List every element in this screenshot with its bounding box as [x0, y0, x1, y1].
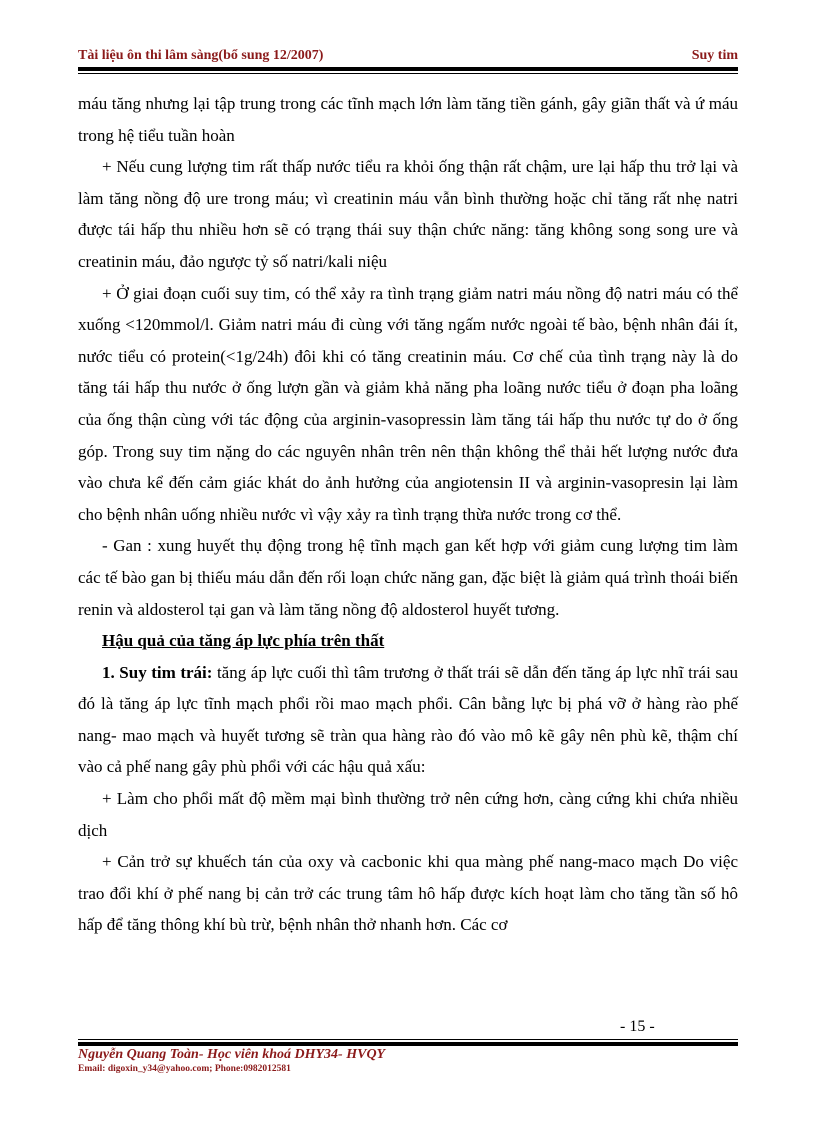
- paragraph-gas-diffusion: + Cản trở sự khuếch tán của oxy và cacbonic khi qua màng phế nang-maco mạch Do việc trao đổi khí ở phế nang bị cản trở các trung tâm hô hấp được kích hoạt làm cho tăng tần số hô hấp để tăng thông khí bù trừ, bệnh nhân thở nhanh hơn. Các cơ: [78, 852, 738, 935]
- footer-rule-thin: [78, 1039, 738, 1040]
- page-header: [78, 48, 738, 66]
- paragraph-hyponatremia: + Ở giai đoạn cuối suy tim, có thể xảy ra tình trạng giảm natri máu nồng độ natri máu có thể xuống <120mmol/l. Giảm natri máu đi cùng với tăng ngấm nước ngoài tế bào, bệnh nhân đái ít, nước tiểu có protein(<1g/24h) đôi khi có tăng creatinin máu. Cơ chế của tình trạng này là do tăng tái hấp thu nước ở ống lượn gần và giảm khả năng pha loãng nước tiểu ở đoạn pha loãng của ống thận cùng với tác động của arginin-vasopressin làm tăng tái hấp thu nước tự do ở ống góp. Trong suy tim nặng do các nguyên nhân trên nên thận không thể thải hết lượng nước đưa vào chưa kể đến cảm giác khát do ảnh hưởng của angiotensin II và arginin-vasopresin lại làm cho bệnh nhân uống nhiều nước vì vậy xảy ra tình trạng thừa nước trong cơ thể.: [78, 283, 738, 524]
- header-rule-thick: [78, 67, 738, 71]
- page-number: - 15 -: [620, 1018, 655, 1035]
- paragraph-continuation: máu tăng nhưng lại tập trung trong các tĩnh mạch lớn làm tăng tiền gánh, gây giãn thất và ứ máu trong hệ tiểu tuần hoàn: [78, 94, 738, 145]
- paragraph-cardiac-output: + Nếu cung lượng tim rất thấp nước tiểu ra khỏi ống thận rất chậm, ure lại hấp thu trở lại và làm tăng nồng độ ure trong máu; vì creatinin máu vẫn bình thường hoặc chỉ tăng rất nhẹ natri được tái hấp thu nhiều hơn sẽ có trạng thái suy thận chức năng: tăng không song song ure và creatinin máu, đảo ngược tỷ số natri/kali niệu: [78, 157, 738, 271]
- left-heart-failure-text: tăng áp lực cuối thì tâm trương ở thất trái sẽ dẫn đến tăng áp lực nhĩ trái sau đó là tăng áp lực tĩnh mạch phổi rồi mao mạch phổi. Cân bằng lực bị phá vỡ ở hàng rào phế nang- mao mạch và huyết tương sẽ tràn qua hàng rào đó vào mô kẽ gây nên phù kẽ, thậm chí vào cả phế nang gây phù phổi với các hậu quả xấu:: [78, 662, 739, 777]
- header-title: Tài liệu ôn thi lâm sàng(bổ sung 12/2007): [78, 48, 324, 63]
- section-heading: Hậu quả của tăng áp lực phía trên thất: [102, 631, 385, 651]
- footer-author: Nguyễn Quang Toàn- Học viên khoá DHY34- HVQY: [78, 1047, 386, 1062]
- footer-contact: Email: digoxin_y34@yahoo.com; Phone:0982012581: [78, 1064, 291, 1074]
- footer-rule-thick: [78, 1042, 738, 1046]
- left-heart-failure-label: 1. Suy tim trái:: [102, 662, 213, 682]
- header-rule-thin: [78, 73, 738, 74]
- header-section: Suy tim: [691, 48, 738, 63]
- paragraph-liver: - Gan : xung huyết thụ động trong hệ tĩnh mạch gan kết hợp với giảm cung lượng tim làm các tế bào gan bị thiếu máu dẫn đến rối loạn chức năng gan, đặc biệt là giảm quá trình thoái biến renin và aldosterol tại gan và làm tăng nồng độ aldosterol huyết tương.: [78, 536, 738, 619]
- paragraph-left-heart-failure: [78, 657, 738, 783]
- document-body: [78, 88, 738, 941]
- paragraph-lung-stiffness: + Làm cho phổi mất độ mềm mại bình thường trở nên cứng hơn, càng cứng khi chứa nhiều dịch: [78, 789, 738, 840]
